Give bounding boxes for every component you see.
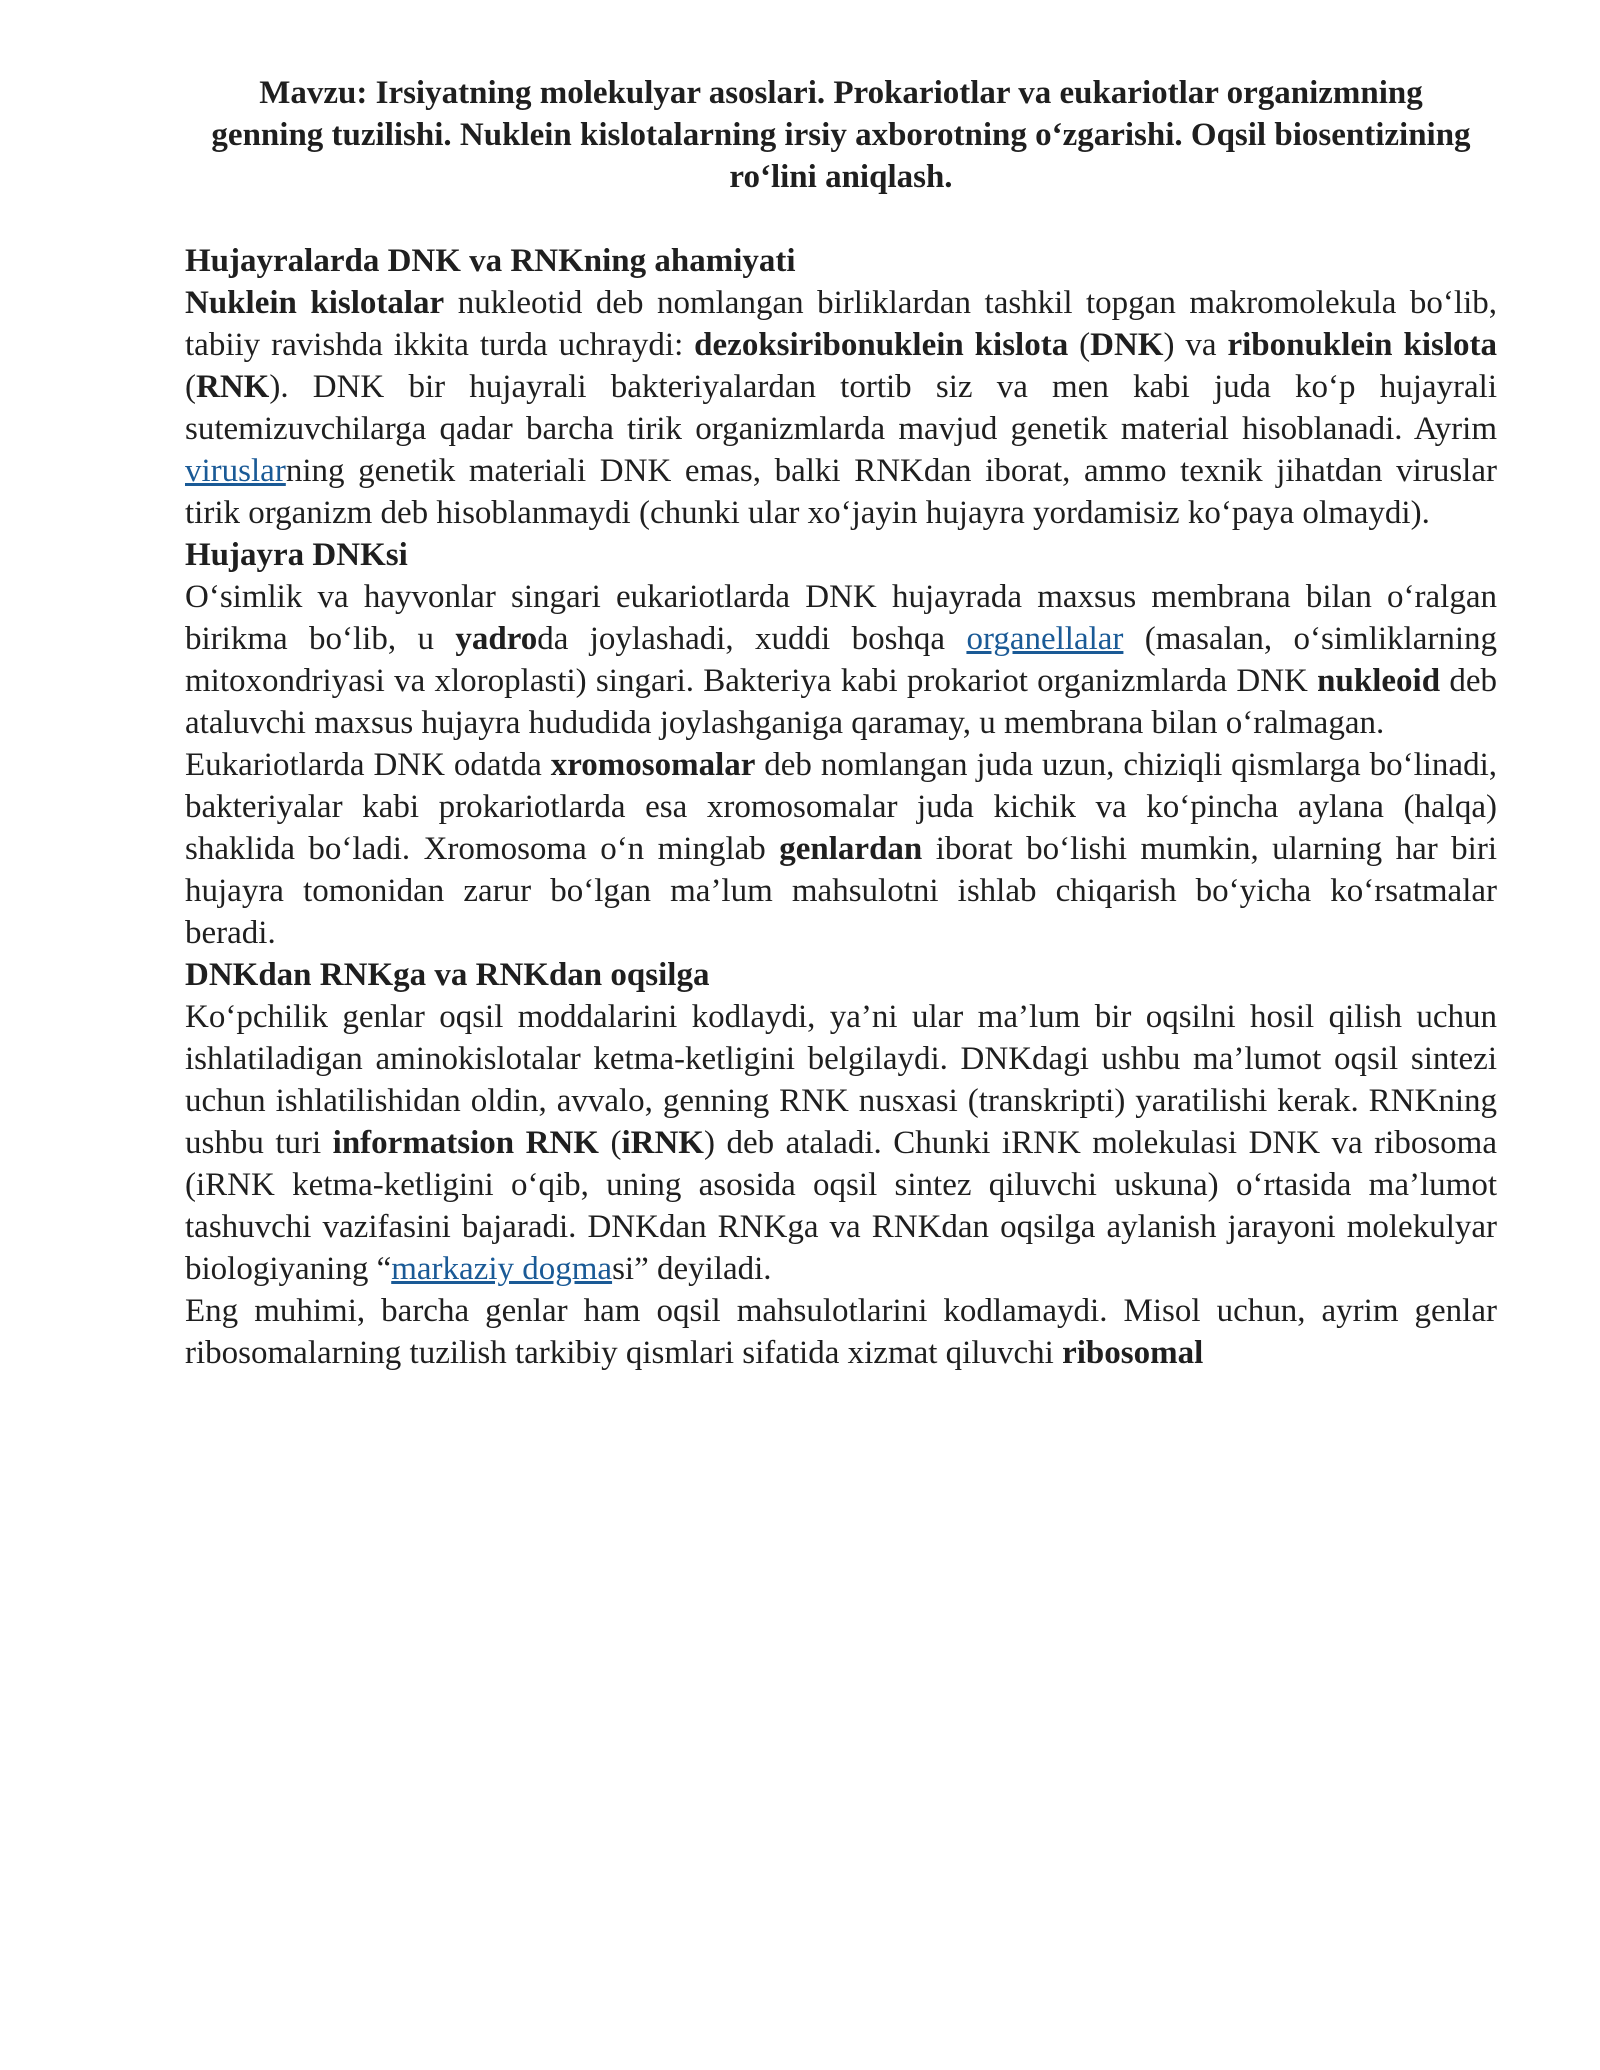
section-heading-cell-dna: Hujayra DNKsi	[185, 537, 408, 573]
term-dezoksiribonuklein: dezoksiribonuklein kislota	[694, 327, 1069, 363]
paragraph-eukaryote-dna: O‘simlik va hayvonlar singari eukariotlarda DNK hujayrada maxsus membrana bilan o‘ralgan birikma bo‘lib, u yadroda joylashadi, xuddi boshqa organellalar (masalan, o‘simliklarning mitoxondriyasi va xloroplasti) singari. Bakteriya kabi prokariot organizmlarda DNK nukleoid deb ataluvchi maxsus hujayra hududida joylashganiga qaramay, u membrana bilan o‘ralmagan.	[185, 579, 1498, 741]
link-viruslar[interactable]: viruslar	[185, 453, 286, 489]
term-irnk: iRNK	[621, 1125, 704, 1161]
paragraph-non-coding-genes: Eng muhimi, barcha genlar ham oqsil mahsulotlarini kodlamaydi. Misol uchun, ayrim genlar ribosomalarning tuzilish tarkibiy qismlari sifatida xizmat qiluvchi ribosomal	[185, 1293, 1497, 1371]
term-xromosomalar: xromosomalar	[550, 747, 756, 783]
document-page	[185, 72, 1497, 1374]
paragraph-chromosomes: Eukariotlarda DNK odatda xromosomalar deb nomlangan juda uzun, chiziqli qismlarga bo‘linadi, bakteriyalar kabi prokariotlarda esa xromosomalar juda kichik va ko‘pincha aylana (halqa) shaklida bo‘ladi. Xromosoma o‘n minglab genlardan iborat bo‘lishi mumkin, ularning har biri hujayra tomonidan zarur bo‘lgan ma’lum mahsulotni ishlab chiqarish bo‘yicha ko‘rsatmalar beradi.	[185, 747, 1497, 951]
link-organellalar[interactable]: organellalar	[966, 621, 1124, 657]
term-yadro: yadro	[455, 621, 538, 657]
term-nukleoid: nukleoid	[1317, 663, 1441, 699]
term-ribonuklein: ribonuklein kislota	[1227, 327, 1497, 363]
document-title: Mavzu: Irsiyatning molekulyar asoslari. Prokariotlar va eukariotlar organizmning genning tuzilishi. Nuklein kislotalarning irsiy axborotning o‘zgarishi. Oqsil biosentizining ro‘lini aniqlash.	[211, 75, 1471, 195]
term-nuklein-kislotalar: Nuklein kislotalar	[185, 285, 445, 321]
term-rnk: RNK	[196, 369, 270, 405]
link-markaziy-dogma[interactable]: markaziy dogma	[391, 1251, 613, 1287]
term-informatsion-rnk: informatsion RNK	[332, 1125, 599, 1161]
term-genlardan: genlardan	[779, 831, 923, 867]
paragraph-gene-expression: Ko‘pchilik genlar oqsil moddalarini kodlaydi, ya’ni ular ma’lum bir oqsilni hosil qilish uchun ishlatiladigan aminokislotalar ketma-ketligini belgilaydi. DNKdagi ushbu ma’lumot oqsil sintezi uchun ishlatilishidan oldin, avvalo, genning RNK nusxasi (transkripti) yaratilishi kerak. RNKning ushbu turi informatsion RNK (iRNK) deb ataladi. Chunki iRNK molekulasi DNK va ribosoma (iRNK ketma-ketligini o‘qib, uning asosida oqsil sintez qiluvchi uskuna) o‘rtasida ma’lumot tashuvchi vazifasini bajaradi. DNKdan RNKga va RNKdan oqsilga aylanish jarayoni molekulyar biologiyaning “markaziy dogmasi” deyiladi.	[185, 999, 1497, 1287]
section-heading-dna-to-protein: DNKdan RNKga va RNKdan oqsilga	[185, 957, 710, 993]
paragraph-nucleic-acids: Nuklein kislotalar nukleotid deb nomlangan birliklardan tashkil topgan makromolekula bo‘lib, tabiiy ravishda ikkita turda uchraydi: dezoksiribonuklein kislota (DNK) va ribonuklein kislota (RNK). DNK bir hujayrali bakteriyalardan tortib siz va men kabi juda ko‘p hujayrali sutemizuvchilarga qadar barcha tirik organizmlarda mavjud genetik material hisoblanadi. Ayrim viruslarning genetik materiali DNK emas, balki RNKdan iborat, ammo texnik jihatdan viruslar tirik organizm deb hisoblanmaydi (chunki ular xo‘jayin hujayra yordamisiz ko‘paya olmaydi).	[185, 285, 1497, 531]
term-ribosomal: ribosomal	[1062, 1335, 1204, 1371]
section-heading-dna-rna-importance: Hujayralarda DNK va RNKning ahamiyati	[185, 243, 796, 279]
term-dnk: DNK	[1090, 327, 1164, 363]
